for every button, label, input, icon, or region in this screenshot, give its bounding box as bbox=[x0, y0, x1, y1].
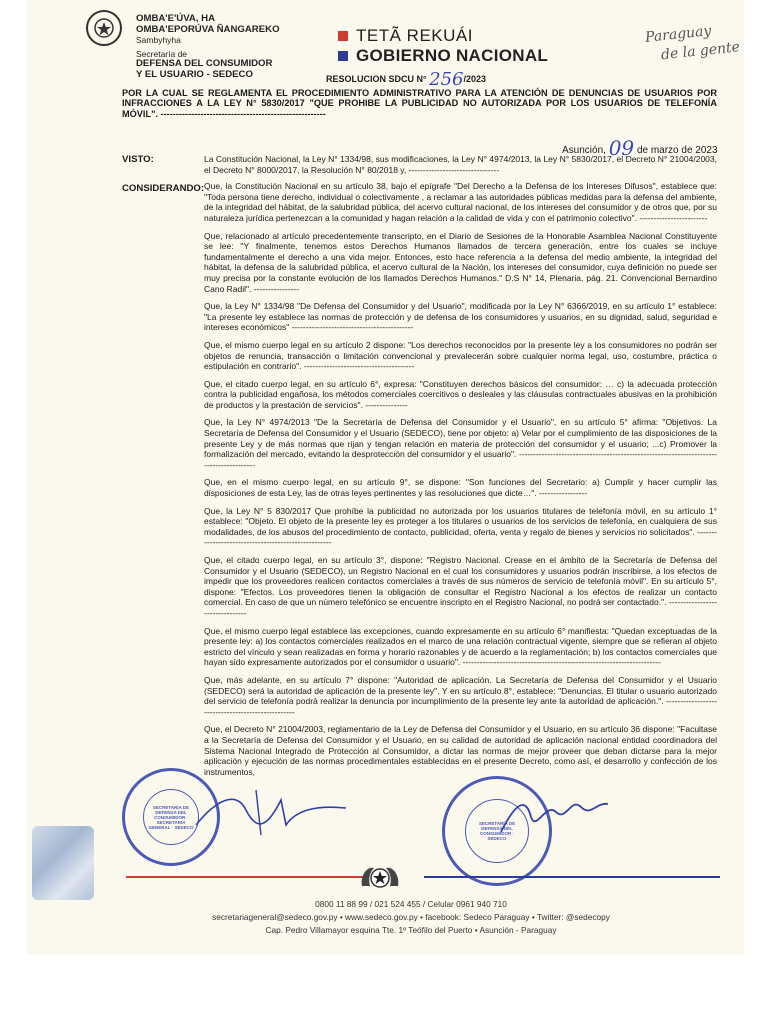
date-suffix: de marzo de 2023 bbox=[636, 145, 718, 156]
resolution-label: RESOLUCION SDCU N° bbox=[326, 74, 427, 84]
footer-phones: 0800 11 88 99 / 021 524 455 / Celular 0961 940 710 bbox=[315, 899, 507, 909]
org-line: Sambyhyha bbox=[136, 35, 181, 46]
institution-name bbox=[136, 14, 280, 81]
footer-blue-bar bbox=[424, 876, 720, 878]
resolution-year: /2023 bbox=[463, 74, 487, 84]
considerando-label: CONSIDERANDO: bbox=[122, 183, 205, 194]
org-sub-line: Secretaría de bbox=[136, 48, 188, 59]
signature-right bbox=[496, 792, 616, 842]
resolution-number bbox=[326, 66, 487, 90]
document-body bbox=[204, 154, 717, 784]
considerando-paragraph: Que, la Ley N° 5 830/2017 Que prohíbe la publicidad no autorizada por los usuarios titulares de telefonía móvil, en su artículo 1° establece: "Objeto. El objeto de la presente ley es proteger a los titulares o usuarios de los servicios de telefonía, en cualquiera de sus modalidades, de los abusos del procedimiento de contacto, publicidad, oferta, venta y regalo de bienes y servicios no solicitados". ---------------------------------------------------- bbox=[204, 505, 717, 548]
considerando-paragraph: Que, el citado cuerpo legal, en su artículo 3°, dispone: "Registro Nacional. Crease en el ámbito de la Secretaría de Defensa del Consumidor y el Usuario (SEDECO), un Registro Nacional en el cual los consumidores y usuarios podrán inscribirse, a los efectos de impedir que los proveedores realicen contactos comerciales a través de sus números de servicio de telefonía móvil". En su artículo 5°, dispone: "Efectos. Los proveedores tienen la obligación de consultar el Registro Nacional a los efectos de realizar un contacto comercial. En caso de que un número telefónico se encuentre inscripto en el Registro Nacional, no podrá ser contactado.". -------------------------------- bbox=[204, 555, 717, 618]
brand-line: Paraguay bbox=[644, 23, 713, 46]
date-day: 09 bbox=[608, 136, 635, 160]
document-page bbox=[26, 0, 744, 955]
considerando-paragraph: Que, más adelante, en su artículo 7° dispone: "Autoridad de aplicación. La Secretaría de Defensa del Consumidor y el Usuario (SEDECO) será la autoridad de aplicación de la presente ley". Y en su artículo 8°, establece: "Denuncias. El titular o usuario autorizado del servicio de telefonía podrá realizar la denuncia por incumplimiento de la presente ley ante la autoridad de aplicación.". -------------------------------------------------- bbox=[204, 674, 717, 717]
footer-contacts: secretariageneral@sedeco.gov.py • www.sedeco.gov.py • facebook: Sedeco Paraguay • Twitter: @sedecopy bbox=[212, 912, 610, 922]
hologram-sticker-icon bbox=[32, 826, 94, 900]
government-header bbox=[338, 26, 548, 66]
considerando-paragraph: Que, el Decreto N° 21004/2003, reglamentario de la Ley de Defensa del Consumidor y el Usuario, en su artículo 36 dispone: "Facultase a la Secretaría de Defensa del Consumidor y el Usuario, en su calidad de autoridad de aplicación nacional entidad coordinadora del Sistema Nacional Integrado de Protección al Consumidor, a dictar las normas de mejor proveer que deban dictarse para la mejor aplicación y ejecución de las normas procedimentales establecidas en el presente Decreto, como así, el desarrollo y confección de los instrumentos, bbox=[204, 724, 717, 777]
brand-line: de la gente bbox=[660, 39, 741, 64]
considerando-paragraph: Que, el mismo cuerpo legal en su artículo 2 dispone: "Los derechos reconocidos por la presente ley a los consumidores no podrán ser objetos de renuncia, transacción o limitación convencional y prevalecerán sobre cualquier norma legal, uso, costumbre, práctica o estipulación en contrario". --------------------------------------- bbox=[204, 339, 717, 372]
brand-slogan bbox=[644, 19, 741, 67]
considerando-paragraph: Que, en el mismo cuerpo legal, en su artículo 9°, se dispone: "Son funciones del Secretario: a) Cumplir y hacer cumplir las disposiciones de esta Ley, las de otras leyes pertinentes y las resoluciones que dicte…". ----------------- bbox=[204, 477, 717, 499]
org-line: OMBA'E'ÚVA, HA bbox=[136, 13, 216, 24]
national-seal-icon bbox=[86, 10, 122, 46]
stamp-text: SECRETARÍA DE DEFENSA DEL CONSUMIDOR · SEDECO bbox=[465, 799, 529, 863]
footer-address: Cap. Pedro Villamayor esquina Tte. 1º Teófilo del Puerto • Asunción - Paraguay bbox=[265, 925, 557, 935]
considerando-paragraph: Que, relacionado al artículo precedentemente transcripto, en el Diario de Sesiones de la Honorable Asamblea Nacional Constituyente se lee: "Y finalmente, tenemos estos Derechos Humanos llamados de tercera generación, entre los cuales se incluye fundamentalmente el derecho a una vida mejor. Entonces, esto hace referencia a la defensa del medio ambiente, la integridad del hábitat, la defensa de la salubridad pública, el acervo cultural de la Nación, los intereses del consumidor, cuya definición no puede ser muy precisa por la constante evolución de los llamados Derechos Humanos." D.S N° 14, Plenaria, pág. 21. Convencional Bernardino Cano Radil". ---------------- bbox=[204, 230, 717, 294]
visto-label: VISTO: bbox=[122, 154, 154, 165]
considerando-paragraph: Que, la Constitución Nacional en su artículo 38, bajo el epígrafe "Del Derecho a la Defensa de los Intereses Difusos", establece que: "Toda persona tiene derecho, individual o colectivamente , a reclamar a las autoridades públicas medidas para la defensa del ambiente, de la integridad del hábitat, de la salubridad pública, del acervo cultural nacional, de los intereses del consumidor y de otros que, por su naturaleza jurídica pertenezcan a la comunidad y hagan relación a la calidad de vida y con el patrimonio colectivo". ------------------------ bbox=[204, 181, 717, 223]
considerando-paragraph: Que, la Ley N° 1334/98 "De Defensa del Consumidor y del Usuario", modificada por la Ley N° 6366/2019, en su artículo 1° establece: "La presente ley establece las normas de protección y de defensa de los consumidores y usuarios, en su dignidad, salud, seguridad e intereses económicos" ------------------------------------------- bbox=[204, 301, 717, 333]
org-sub-line: Y EL USUARIO - SEDECO bbox=[136, 68, 253, 80]
org-sub-line: DEFENSA DEL CONSUMIDOR bbox=[136, 58, 273, 70]
government-flag-squares-icon bbox=[338, 51, 348, 61]
considerando-paragraph: Que, la Ley N° 4974/2013 "De la Secretaría de Defensa del Consumidor y el Usuario", en su artículo 5° afirma: "Objetivos. La Secretaría de Defensa del Consumidor y el Usuario (SEDECO), tiene por objeto: a) Velar por el cumplimiento de las disposiciones de la presente Ley y de más normas que rijan y tengan relación en materia de protección del consumidor y el usuario; ...c) Promover la formalización del mercado, evitando la desprotección del consumidor y el usuario". ---------------------------------------------------------------------------------------- bbox=[204, 417, 717, 470]
footer-red-bar bbox=[126, 876, 366, 878]
date-prefix: Asunción, bbox=[562, 145, 606, 156]
national-emblem-icon bbox=[356, 860, 404, 896]
stamp-text: SECRETARÍA DE DEFENSA DEL CONSUMIDOR · SECRETARÍA GENERAL · SEDECO bbox=[143, 789, 199, 845]
document-title: POR LA CUAL SE REGLAMENTA EL PROCEDIMIENTO ADMINISTRATIVO PARA LA ATENCIÓN DE DENUNCIAS DE USUARIOS POR INFRACCIONES A LA LEY N° 5830/2017 "QUE PROHIBE LA PUBLICIDAD NO AUTORIZADA POR LOS USUARIOS DE TELEFONÍA MÓVIL". ------------------------------------------------------ bbox=[122, 88, 717, 119]
visto-text: La Constitución Nacional, la Ley N° 1334/98, sus modificaciones, la Ley N° 4974/2013, la Ley N° 5830/2017, el Decreto N° 21004/2003, el Decreto N° 8000/2017, la Resolución N° 80/2018 y, -------------------------------- bbox=[204, 154, 717, 175]
signature-left bbox=[186, 780, 356, 840]
government-flag-squares-icon bbox=[338, 31, 348, 41]
resolution-handwritten-number: 256 bbox=[429, 69, 464, 90]
gov-line-1: TETÃ REKUÁI bbox=[356, 26, 473, 45]
considerando-paragraph: Que, el citado cuerpo legal, en su artículo 6°, expresa: "Constituyen derechos básicos del consumidor: … c) la adecuada protección contra la publicidad engañosa, los métodos comerciales coercitivos o desleales y las cláusulas contractuales abusivas en la prohibición de productos y la prestación de servicios". --------------- bbox=[204, 378, 717, 410]
considerando-paragraph: Que, el mismo cuerpo legal establece las excepciones, cuando expresamente en su artículo 6° manifiesta: "Quedan exceptuadas de la presente ley: a) los contactos comerciales realizados en el marco de una relación contractual vigente, siempre que se refieran al objeto estricto del vínculo y sean realizadas en forma y horario razonables y de acuerdo a la reglamentación; b) los contactos comerciales que hayan sido expresamente autorizados por el consumidor o usuario". ---------------------------------------------------------------------- bbox=[204, 625, 717, 668]
org-line: OMBA'EPORÚVA ÑANGAREKO bbox=[136, 23, 280, 35]
gov-line-2: GOBIERNO NACIONAL bbox=[356, 46, 549, 65]
